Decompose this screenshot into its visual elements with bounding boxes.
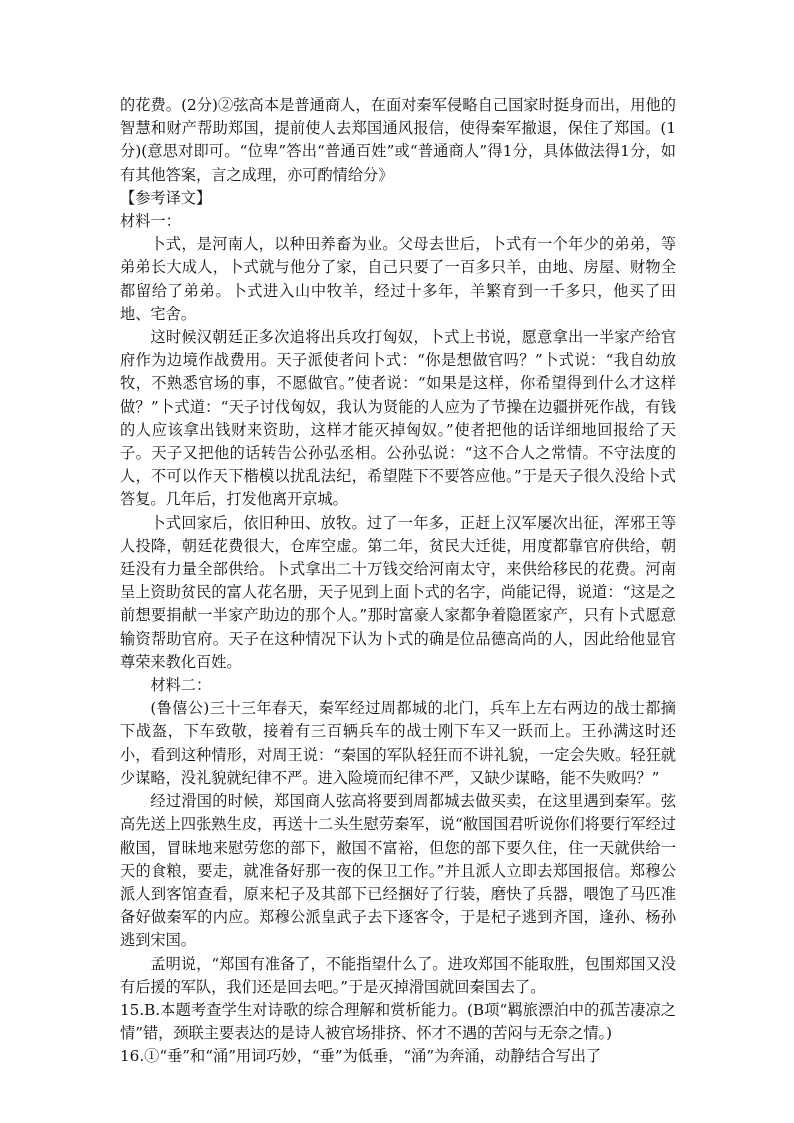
bushi-donation-paragraph: 这时候汉朝廷正多次追将出兵攻打匈奴，卜式上书说，愿意拿出一半家产给官府作为边境作战费用。天子派使者问卜式：“你是想做官吗？”卜式说：“我自幼放牧，不熟悉官场的事，不愿做官。”使者说：“如果是这样，你希望得到什么才这样做？”卜式道：“天子讨伐匈奴，我认为贤能的人应为了节操在边疆拼死作战，有钱的人应该拿出钱财来资助，这样才能灭掉匈奴。”使者把他的话详细地回报给了天子。天子又把他的话转告公孙弘丞相。公孙弘说：“这不合人之常情。不守法度的人，不可以作天下楷模以扰乱法纪，希望陛下不要答应他。”于是天子很久没给卜式答复。几年后，打发他离开京城。 xyxy=(120,328,676,509)
bushi-return-paragraph: 卜式回家后，依旧种田、放牧。过了一年多，正赶上汉军屡次出征，浑邪王等人投降，朝廷花费很大，仓库空虚。第二年，贫民大迁徙，用度都靠官府供给，朝廷没有力量全部供给。卜式拿出二十万钱交给河南太守，来供给移民的花费。河南呈上资助贫民的富人花名册，天子见到上面卜式的名字，尚能记得，说道：“这是之前想要捐献一半家产助边的那个人。”那时富豪人家都争着隐匿家产，只有卜式愿意输资帮助官府。天子在这种情况下认为卜式的确是位品德高尚的人，因此给他显官尊荣来教化百姓。 xyxy=(120,513,676,671)
answer-continuation-paragraph: 的花费。(2分)②弦高本是普通商人，在面对秦军侵略自己国家时挺身而出，用他的智慧和财产帮助郑国，提前使人去郑国通风报信，使得秦军撤退，保住了郑国。(1分)(意思对即可。“位卑”答出“普通百姓”或“普通商人”得1分，具体做法得1分，如有其他答案，言之成理，亦可酌情给分》 xyxy=(120,96,676,184)
material-two-label: 材料二： xyxy=(150,676,212,695)
bushi-intro-paragraph: 卜式，是河南人，以种田养畜为业。父母去世后，卜式有一个年少的弟弟，等弟弟长大成人，卜式就与他分了家，自己只要了一百多只羊，由地、房屋、财物全都留给了弟弟。卜式进入山中牧羊，经过十多年，羊繁育到一千多只，他买了田地、宅舍。 xyxy=(120,235,676,323)
reference-translation-heading: 【参考译文】 xyxy=(120,188,212,207)
document-page xyxy=(120,94,676,1069)
qin-army-paragraph: (鲁僖公)三十三年春天，秦军经过周都城的北门，兵车上左右两边的战士都摘下战盔，下车致敬，接着有三百辆兵车的战士刚下车又一跃而上。王孙满这时还小，看到这种情形，对周王说：“秦国的军队轻狂而不讲礼貌，一定会失败。轻狂就少谋略，没礼貌就纪律不严。进入险境而纪律不严，又缺少谋略，能不失败吗？” xyxy=(120,699,676,787)
material-one-label: 材料一： xyxy=(120,212,181,231)
question-15-answer: 15.B.本题考查学生对诗歌的综合理解和赏析能力。(B项“羁旅漂泊中的孤苦凄凉之情”错，颈联主要表达的是诗人被官场排挤、怀才不遇的苦闷与无奈之情。) xyxy=(120,1000,676,1043)
question-16-answer: 16.①“垂”和“涌”用词巧妙，“垂”为低垂，“涌”为奔涌，动静结合写出了 xyxy=(120,1047,602,1066)
xiangao-paragraph: 经过滑国的时候，郑国商人弦高将要到周都城去做买卖，在这里遇到秦军。弦高先送上四张熟生皮，再送十二头生慰劳秦军，说“敝国国君听说你们将要行军经过敝国，冒昧地来慰劳您的部下，敝国不富裕，但您的部下要久住，住一天就供给一天的食粮，要走，就准备好那一夜的保卫工作。”并且派人立即去郑国报信。郑穆公派人到客馆查看，原来杞子及其部下已经捆好了行装，磨快了兵器，喂饱了马匹准备好做秦军的内应。郑穆公派皇武子去下逐客令，于是杞子逃到齐国，逢孙、杨孙逃到宋国。 xyxy=(120,792,676,950)
mengming-paragraph: 孟明说，“郑国有准备了，不能指望什么了。进攻郑国不能取胜，包围郑国又没有后援的军队，我们还是回去吧。”于是灭掉滑国就回秦国去了。 xyxy=(120,954,676,996)
